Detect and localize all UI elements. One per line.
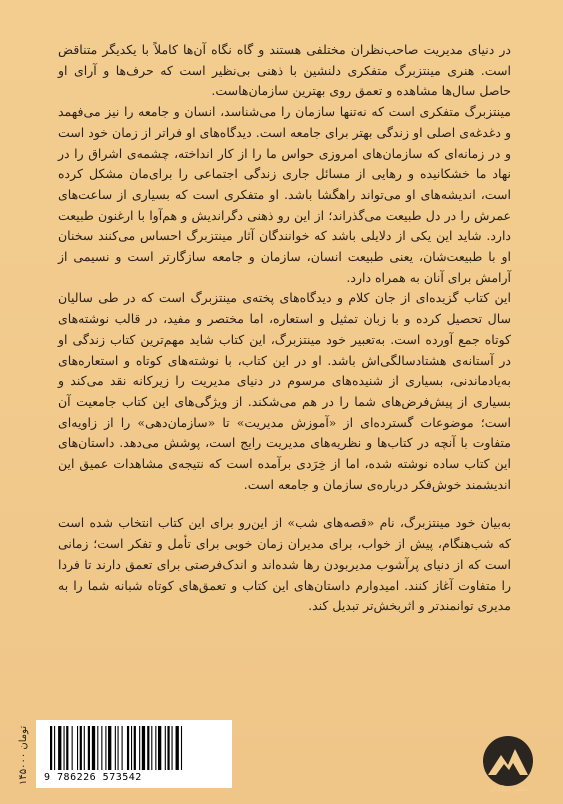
blurb-paragraph-2: مینتزبرگ متفکری است که نه‌تنها سازمان را می‌شناسد، انسان و جامعه را نیز می‌فهمد و دغدغه‌ی اصلی او زندگی بهتر برای جامعه است. دیدگاه‌های او فراتر از زمان خود است و در زمانه‌ای که سازمان‌های امروزی حواس ما را از کار انداخته، چشمه‌ی اشراق را در نهاد ما خشکانیده و رهایی از مسائل جاری زندگی اجتماعی را برای‌مان مشکل کرده است، اندیشه‌های او می‌تواند راهگشا باشد. او متفکری است که بسیاری از ساعت‌های عمرش را در دل طبیعت می‌گذراند؛ از این رو ذهنی دگراندیش و هم‌آوا با ارغنون طبیعت دارد. شاید این یکی از دلایلی باشد که خوانندگان آثار مینتزبرگ احساس می‌کنند سخنان او با طبیعت‌شان، یعنی طبیعت انسان، سازمان و جامعه سازگارتر است و نسیمی از آرامش برای آنان به همراه دارد. — [58, 104, 511, 285]
blurb-text — [58, 40, 511, 617]
isbn-digits: 9 786226 573542 — [44, 772, 142, 783]
publisher-name: نشر میلکان — [488, 784, 528, 793]
blurb-paragraph-4: به‌بیان خود مینتزبرگ، نام «قصه‌های شب» از این‌رو برای این کتاب انتخاب شده است که شب‌هنگام، پیش از خواب، برای مدیران زمان خوبی برای تأمل و تفکر است؛ زمانی است که از دنیای پرآشوب مدیربودن رها شده‌اند و اندک‌فرصتی برای تعمق دارند تا فردا را متفاوت آغاز کنند. امیدوارم داستان‌های این کتاب و تعمق‌های کوتاه شبانه شما را به مدیری توانمندتر و اثربخش‌تر تبدیل کند. — [58, 515, 511, 614]
blurb-paragraph-1: در دنیای مدیریت صاحب‌نظران مختلفی هستند و گاه نگاه آن‌ها کاملاً با یکدیگر متناقض است. هنری مینتزبرگ متفکری دلنشین با ذهنی بی‌نظیر است که حرف‌ها و آرای او حاصل سال‌ها مشاهده و تعمق روی بهترین سازمان‌هاست. — [58, 42, 511, 99]
price-label: ۱۴۵۰۰۰ تومان — [18, 725, 29, 785]
barcode-area — [18, 720, 232, 788]
barcode-bars — [48, 726, 220, 772]
blurb-paragraph-3: این کتاب گزیده‌ای از جان کلام و دیدگاه‌های پخته‌ی مینتزبرگ است که در طی سالیان سال تحصیل کرده و با زبان تمثیل و استعاره، اما مختصر و مفید، در قالب نوشته‌های کوتاه جمع آورده است. به‌تعبیر خود مینتزبرگ، این کتاب شاید مهم‌ترین کتاب زندگی او در آستانه‌ی هشتادسالگی‌اش باشد. او در این کتاب، با نوشته‌های کوتاه و استعاره‌های به‌یادماندنی، بسیاری از شنیده‌های مرسوم در دنیای مدیریت را زیرکانه نقد می‌کند و بسیاری از پیش‌فرض‌های شما را در هم می‌شکند. از ویژگی‌های این کتاب جامعیت آن است؛ موضوعات گسترده‌ای از «آموزش مدیریت» تا «سازمان‌دهی» را از زاویه‌ای متفاوت با آنچه در کتاب‌ها و نظریه‌های مدیریت رایج است، پوشش می‌دهد. داستان‌های این کتاب ساده نوشته شده، اما از خِرَدی برآمده است که نتیجه‌ی مشاهدات عمیق این اندیشمند خوش‌فکر درباره‌ی سازمان و جامعه است. — [58, 290, 511, 492]
isbn-barcode — [36, 720, 232, 788]
